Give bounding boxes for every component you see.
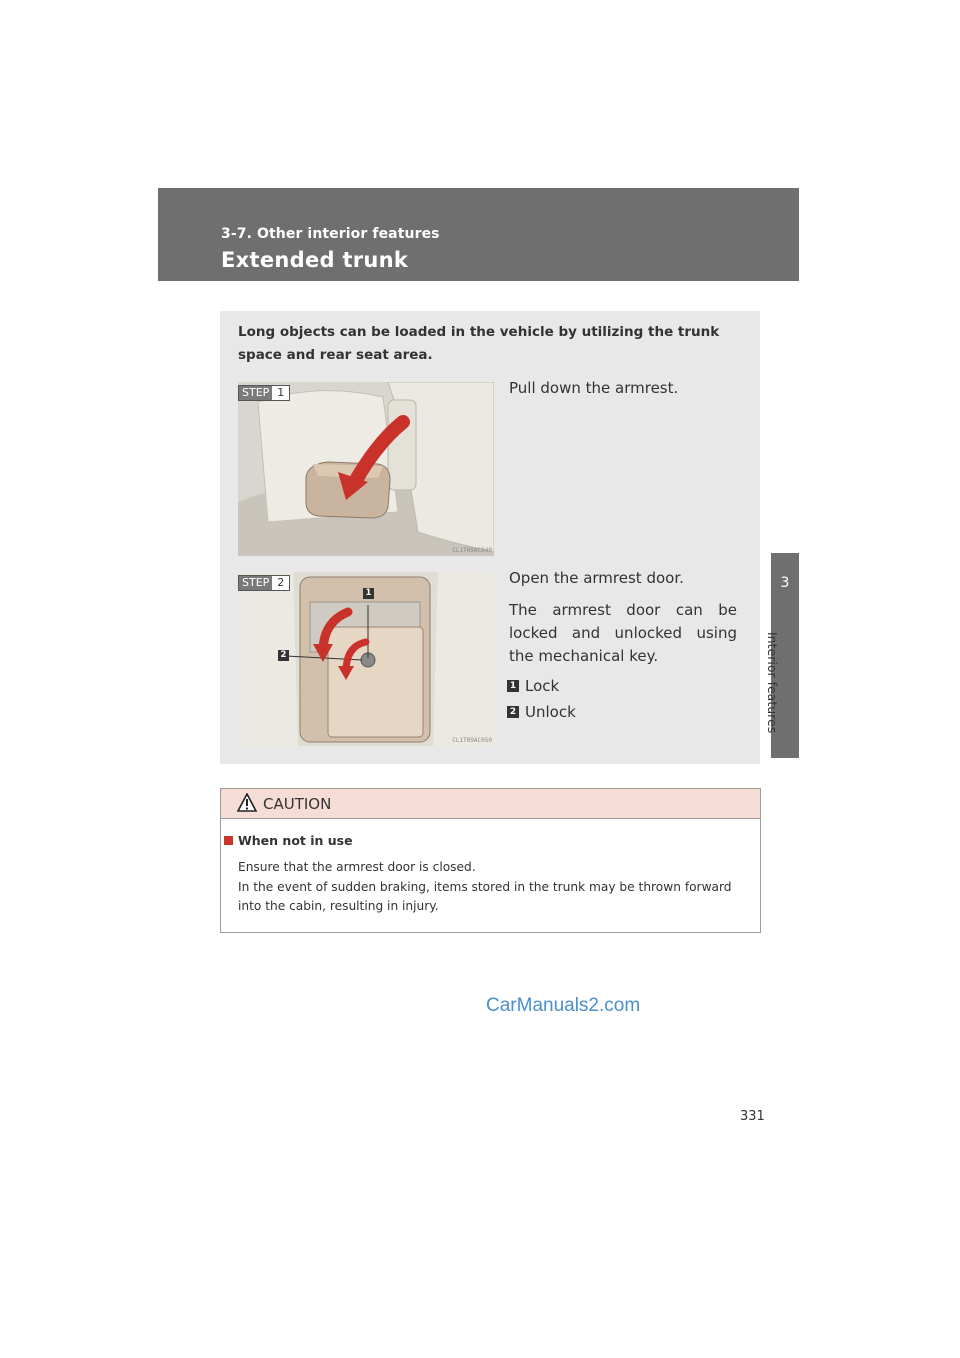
- caution-body: [238, 858, 758, 917]
- legend-label: Unlock: [525, 703, 576, 721]
- caution-subheading: [224, 833, 353, 848]
- chapter-number: 3: [780, 575, 790, 591]
- step-word: STEP: [239, 386, 272, 400]
- armrest-pull-down-figure: [238, 382, 494, 556]
- page-header: [158, 188, 799, 281]
- caution-line: In the event of sudden braking, items stored in the trunk may be thrown forward into the cabin, resulting in injury.: [238, 879, 732, 913]
- step-2-badge: [238, 575, 290, 591]
- figure-code: CL1T09AC050: [452, 737, 492, 744]
- caution-line: Ensure that the armrest door is closed.: [238, 860, 476, 874]
- caution-label: CAUTION: [263, 795, 332, 813]
- legend-item-unlock: [507, 703, 576, 721]
- procedure-panel: [220, 311, 760, 764]
- intro-text: Long objects can be loaded in the vehicle by utilizing the trunk space and rear seat area.: [238, 324, 720, 363]
- callout-2: 2: [278, 650, 289, 661]
- caution-header: [221, 789, 760, 819]
- warning-triangle-icon: [237, 793, 257, 812]
- armrest-door-figure: [238, 572, 494, 746]
- step-2-instruction: Open the armrest door.: [509, 569, 684, 587]
- legend-number: 2: [507, 706, 519, 718]
- callout-1: 1: [363, 588, 374, 599]
- step-1-instruction: Pull down the armrest.: [509, 379, 679, 397]
- step-word: STEP: [239, 576, 272, 590]
- legend-label: Lock: [525, 677, 560, 695]
- step-number: 1: [277, 386, 285, 399]
- caution-subheading-text: When not in use: [238, 833, 353, 848]
- caution-box: [220, 788, 761, 933]
- page-title: Extended trunk: [221, 248, 409, 272]
- page-number: 331: [740, 1109, 765, 1124]
- step-2-detail: The armrest door can be locked and unlocked using the mechanical key.: [509, 601, 737, 665]
- step-number: 2: [277, 576, 285, 589]
- legend-number: 1: [507, 680, 519, 692]
- legend-item-lock: [507, 677, 559, 695]
- red-square-icon: [224, 836, 233, 845]
- step-1-badge: [238, 385, 290, 401]
- chapter-label: Interior features: [765, 632, 780, 734]
- section-label: 3-7. Other interior features: [221, 226, 440, 242]
- armrest-illustration: [238, 382, 494, 556]
- watermark: CarManuals2.com: [486, 995, 641, 1016]
- figure-code: CL1T09AC040: [452, 547, 492, 554]
